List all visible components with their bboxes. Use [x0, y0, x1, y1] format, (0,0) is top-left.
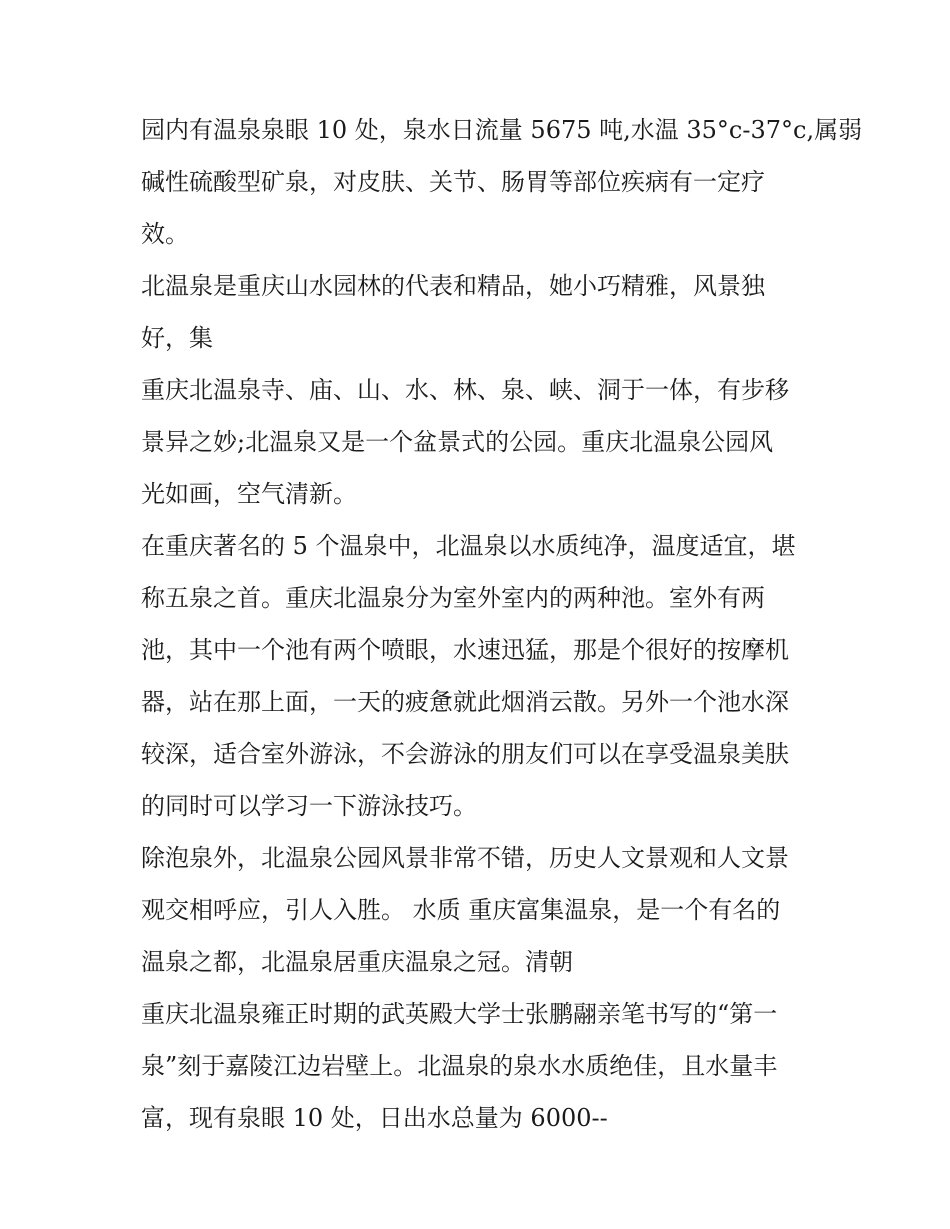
- text-line: 较深，适合室外游泳，不会游泳的朋友们可以在享受温泉美肤: [141, 740, 789, 768]
- text-line: 泉”刻于嘉陵江边岩壁上。北温泉的泉水水质绝佳，且水量丰: [141, 1052, 778, 1080]
- text-line: 景异之妙;北温泉又是一个盆景式的公园。重庆北温泉公园风: [141, 428, 774, 456]
- text-line: 碱性硫酸型矿泉，对皮肤、关节、肠胃等部位疾病有一定疗: [141, 168, 765, 196]
- text-line: 的同时可以学习一下游泳技巧。: [141, 792, 477, 820]
- text-line: 光如画，空气清新。: [141, 480, 357, 508]
- text-line: 称五泉之首。重庆北温泉分为室外室内的两种池。室外有两: [141, 584, 765, 612]
- text-line: 观交相呼应，引人入胜。 水质 重庆富集温泉，是一个有名的: [141, 896, 781, 924]
- text-line: 器，站在那上面，一天的疲惫就此烟消云散。另外一个池水深: [141, 688, 789, 716]
- text-line: 富，现有泉眼 10 处，日出水总量为 6000--: [141, 1104, 608, 1132]
- text-line: 池，其中一个池有两个喷眼，水速迅猛，那是个很好的按摩机: [141, 636, 789, 664]
- text-line: 重庆北温泉雍正时期的武英殿大学士张鹏翮亲笔书写的“第一: [141, 1000, 778, 1028]
- text-line: 园内有温泉泉眼 10 处，泉水日流量 5675 吨,水温 35°c-37°c,属弱: [141, 116, 863, 144]
- text-line: 好，集: [141, 324, 213, 352]
- document-body: [141, 104, 863, 1144]
- text-line: 除泡泉外，北温泉公园风景非常不错，历史人文景观和人文景: [141, 844, 789, 872]
- text-line: 效。: [141, 220, 189, 248]
- text-line: 在重庆著名的 5 个温泉中，北温泉以水质纯净，温度适宜，堪: [141, 532, 796, 560]
- text-line: 重庆北温泉寺、庙、山、水、林、泉、峡、洞于一体，有步移: [141, 376, 789, 404]
- text-line: 北温泉是重庆山水园林的代表和精品，她小巧精雅，风景独: [141, 272, 765, 300]
- text-line: 温泉之都，北温泉居重庆温泉之冠。清朝: [141, 948, 573, 976]
